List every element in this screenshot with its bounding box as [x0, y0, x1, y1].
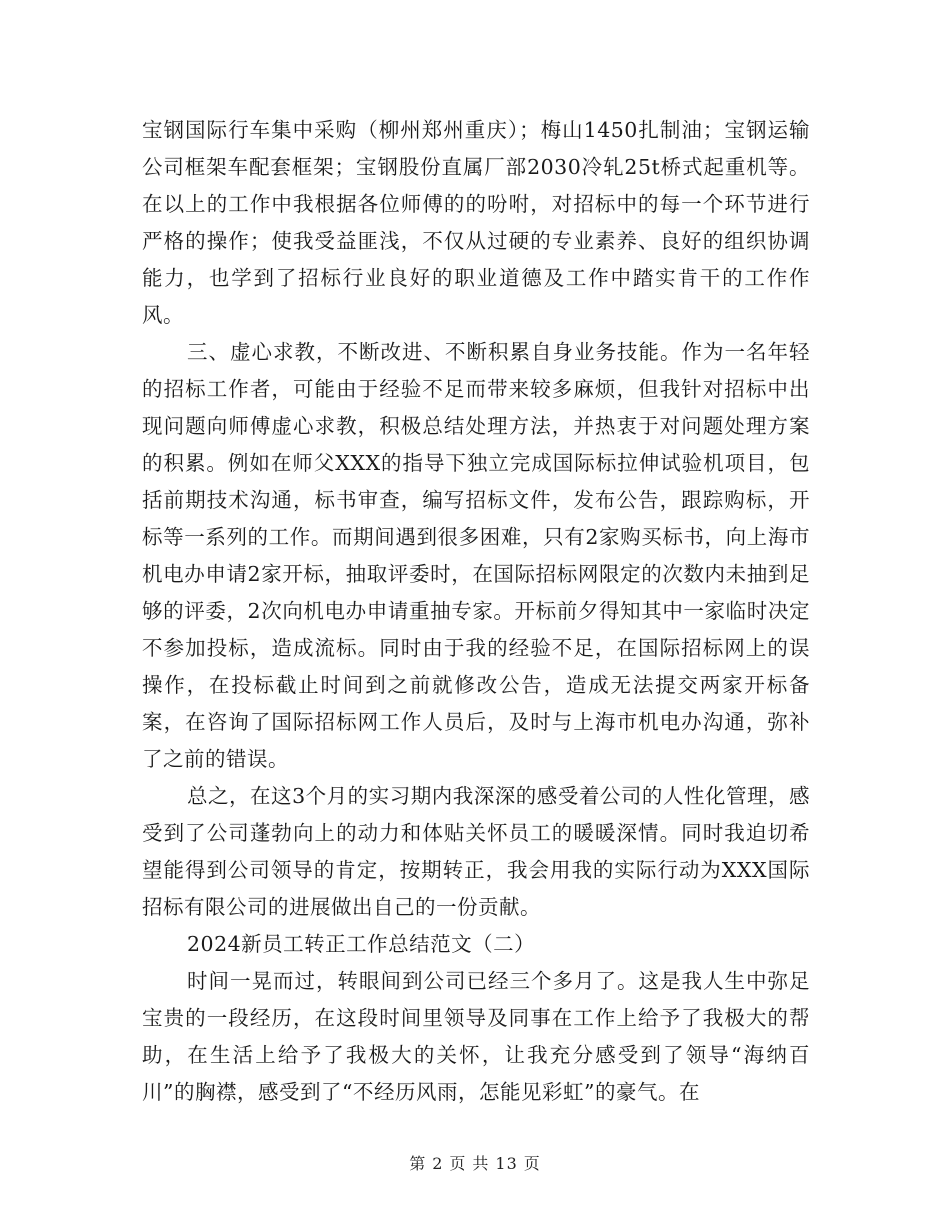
footer-total-pages: 13 — [495, 1154, 518, 1173]
footer-page-label: 页 — [449, 1154, 467, 1173]
section-heading: 2024新员工转正工作总结范文（二） — [187, 932, 536, 956]
footer-total-label: 共 — [472, 1154, 490, 1173]
paragraph-learning-skills: 三、虚心求教，不断改进、不断积累自身业务技能。作为一名年轻的招标工作者，可能由于经验不足而带来较多麻烦，但我针对招标中出现问题向师傅虚心求教，积极总结处理方法，并热衷于对问题处理方案的积累。例如在师父XXX的指导下独立完成国际标拉伸试验机项目，包括前期技术沟通，标书审查，编写招标文件，发布公告，跟踪购标，开标等一系列的工作。而期间遇到很多困难，只有2家购买标书，向上海市机电办申请2家开标，抽取评委时，在国际招标网限定的次数内未抽到足够的评委，2次向机电办申请重抽专家。开标前夕得知其中一家临时决定不参加投标，造成流标。同时由于我的经验不足，在国际招标网上的误操作，在投标截止时间到之前就修改公告，造成无法提交两家开标备案，在咨询了国际招标网工作人员后，及时与上海市机电办沟通，弥补了之前的错误。 — [142, 340, 810, 771]
paragraph-procurement-list: 宝钢国际行车集中采购（柳州郑州重庆）；梅山1450扎制油；宝钢运输公司框架车配套框架；宝钢股份直属厂部2030冷轧25t桥式起重机等。在以上的工作中我根据各位师傅的的吩咐，对招标中的每一个环节进行严格的操作；使我受益匪浅，不仅从过硬的专业素养、良好的组织协调能力，也学到了招标行业良好的职业道德及工作中踏实肯干的工作作风。 — [142, 118, 810, 327]
paragraph-conclusion: 总之，在这3个月的实习期内我深深的感受着公司的人性化管理，感受到了公司蓬勃向上的动力和体贴关怀员工的暖暖深情。同时我迫切希望能得到公司领导的肯定，按期转正，我会用我的实际行动为XXX国际招标有限公司的进展做出自己的一份贡献。 — [142, 784, 810, 919]
document-body — [142, 112, 810, 1111]
page-footer — [0, 1153, 950, 1175]
footer-prefix: 第 — [409, 1154, 427, 1173]
footer-suffix: 页 — [523, 1154, 541, 1173]
footer-page-number: 2 — [432, 1154, 444, 1173]
paragraph-second-intro: 时间一晃而过，转眼间到公司已经三个多月了。这是我人生中弥足宝贵的一段经历，在这段时间里领导及同事在工作上给予了我极大的帮助，在生活上给予了我极大的关怀，让我充分感受到了领导“海纳百川”的胸襟，感受到了“不经历风雨，怎能见彩虹”的豪气。在 — [142, 969, 810, 1104]
